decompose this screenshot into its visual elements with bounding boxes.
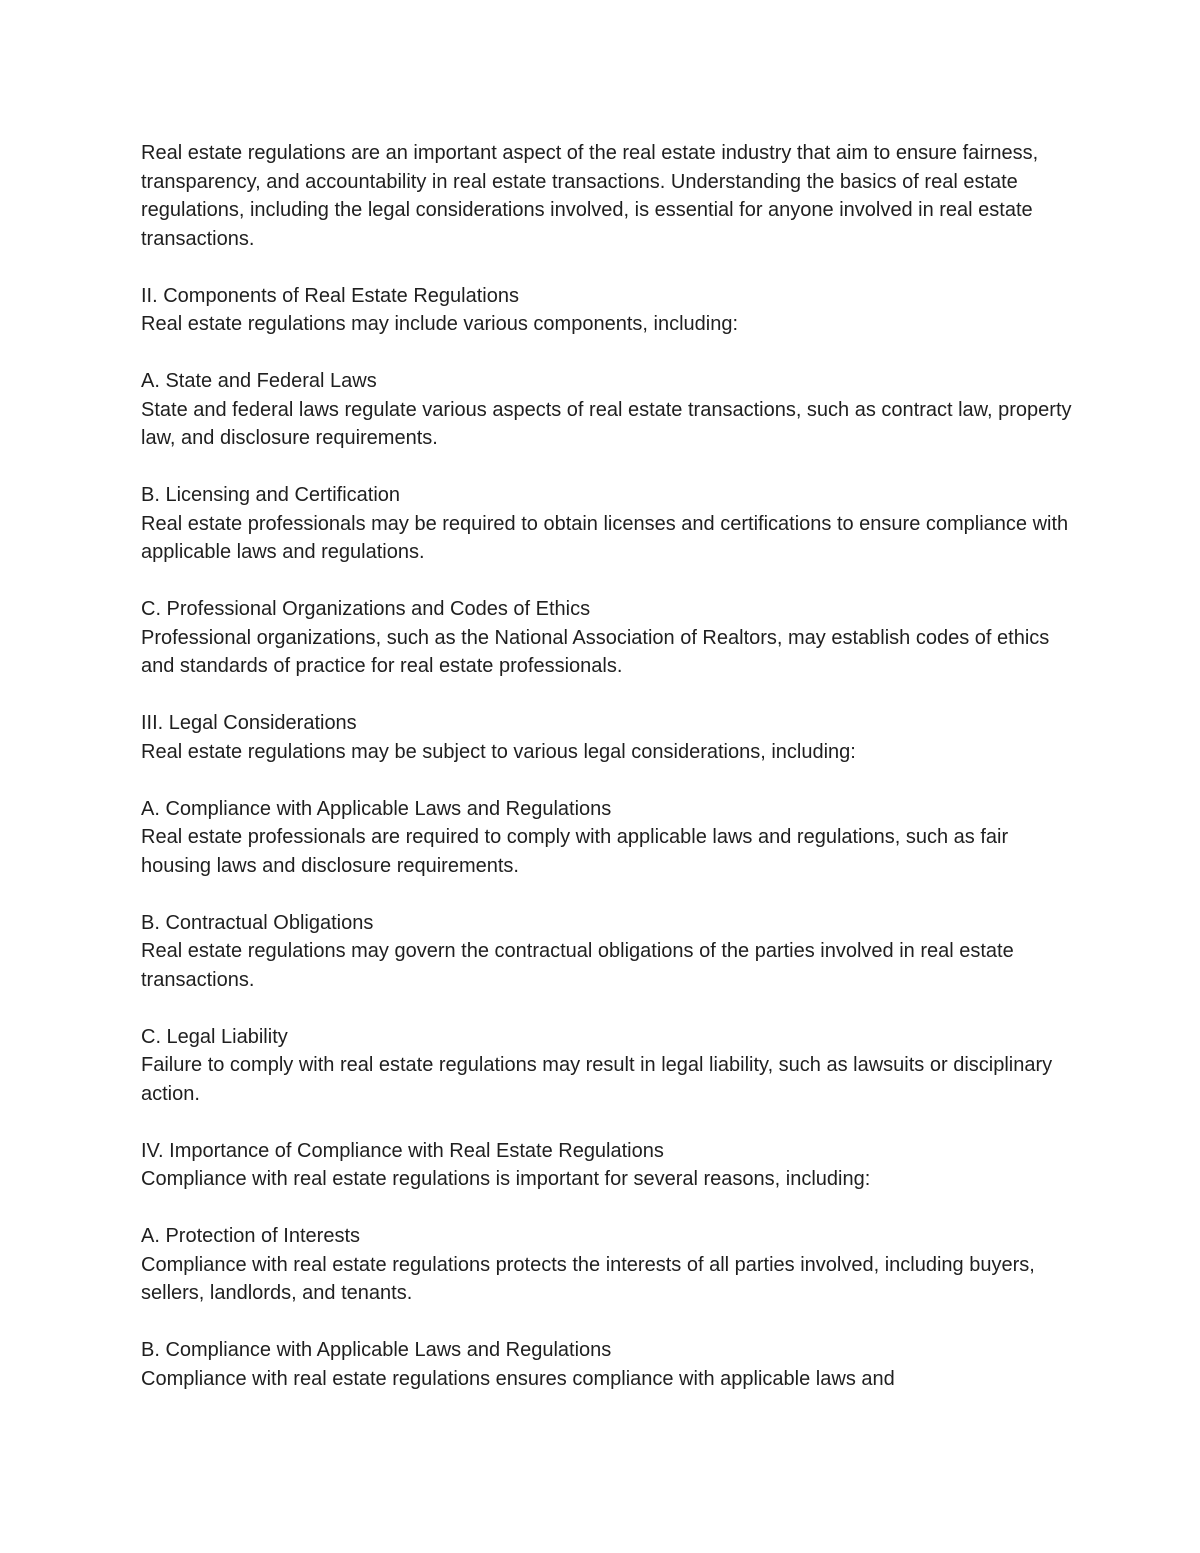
section-paragraph: Compliance with real estate regulations protects the interests of all parties involved, including buyers, sellers, landlords, and tenants. bbox=[141, 1253, 1035, 1304]
section-heading: III. Legal Considerations bbox=[141, 712, 357, 734]
section-licensing bbox=[141, 481, 1076, 567]
section-heading: A. Protection of Interests bbox=[141, 1225, 360, 1247]
section-heading: A. State and Federal Laws bbox=[141, 370, 377, 392]
intro-block bbox=[141, 139, 1076, 253]
intro-paragraph: Real estate regulations are an important aspect of the real estate industry that aim to ensure fairness, transparency, and accountability in real estate transactions. Understanding the basics of real estate regulations, including the legal considerations involved, is essential for anyone involved in real estate transactions. bbox=[141, 142, 1039, 250]
section-state-federal-laws bbox=[141, 367, 1076, 453]
section-importance bbox=[141, 1137, 1076, 1194]
section-legal-considerations bbox=[141, 709, 1076, 766]
section-paragraph: Real estate professionals are required to comply with applicable laws and regulations, such as fair housing laws and disclosure requirements. bbox=[141, 826, 1009, 877]
section-heading: B. Contractual Obligations bbox=[141, 911, 374, 934]
section-professional-orgs bbox=[141, 595, 1076, 681]
section-paragraph: Real estate regulations may include various components, including: bbox=[141, 313, 739, 335]
section-heading: IV. Importance of Compliance with Real Estate Regulations bbox=[141, 1139, 664, 1162]
section-contractual-obligations bbox=[141, 909, 1076, 995]
section-heading: II. Components of Real Estate Regulations bbox=[141, 284, 519, 307]
section-legal-liability bbox=[141, 1023, 1076, 1109]
section-paragraph: Real estate regulations may govern the contractual obligations of the parties involved in real estate transactions. bbox=[141, 940, 1014, 991]
section-paragraph: Compliance with real estate regulations is important for several reasons, including: bbox=[141, 1168, 871, 1190]
section-paragraph: Real estate regulations may be subject to various legal considerations, including: bbox=[141, 740, 856, 763]
section-paragraph: Professional organizations, such as the National Association of Realtors, may establish codes of ethics and standards of practice for real estate professionals. bbox=[141, 626, 1050, 677]
section-paragraph: State and federal laws regulate various aspects of real estate transactions, such as contract law, property law, and disclosure requirements. bbox=[141, 398, 1072, 449]
section-heading: B. Compliance with Applicable Laws and Regulations bbox=[141, 1339, 612, 1361]
section-components bbox=[141, 282, 1076, 339]
section-compliance-laws bbox=[141, 795, 1076, 881]
section-paragraph: Real estate professionals may be required to obtain licenses and certifications to ensure compliance with applicable laws and regulations. bbox=[141, 512, 1069, 563]
section-compliance-applicable-laws bbox=[141, 1336, 1076, 1393]
section-heading: C. Legal Liability bbox=[141, 1025, 288, 1048]
section-protection-of-interests bbox=[141, 1222, 1076, 1308]
section-heading: B. Licensing and Certification bbox=[141, 484, 401, 506]
section-heading: A. Compliance with Applicable Laws and Regulations bbox=[141, 797, 612, 820]
section-paragraph: Failure to comply with real estate regulations may result in legal liability, such as lawsuits or disciplinary action. bbox=[141, 1054, 1053, 1105]
section-paragraph: Compliance with real estate regulations ensures compliance with applicable laws and bbox=[141, 1367, 895, 1390]
document-body bbox=[141, 139, 1076, 1422]
section-heading: C. Professional Organizations and Codes of Ethics bbox=[141, 598, 591, 620]
